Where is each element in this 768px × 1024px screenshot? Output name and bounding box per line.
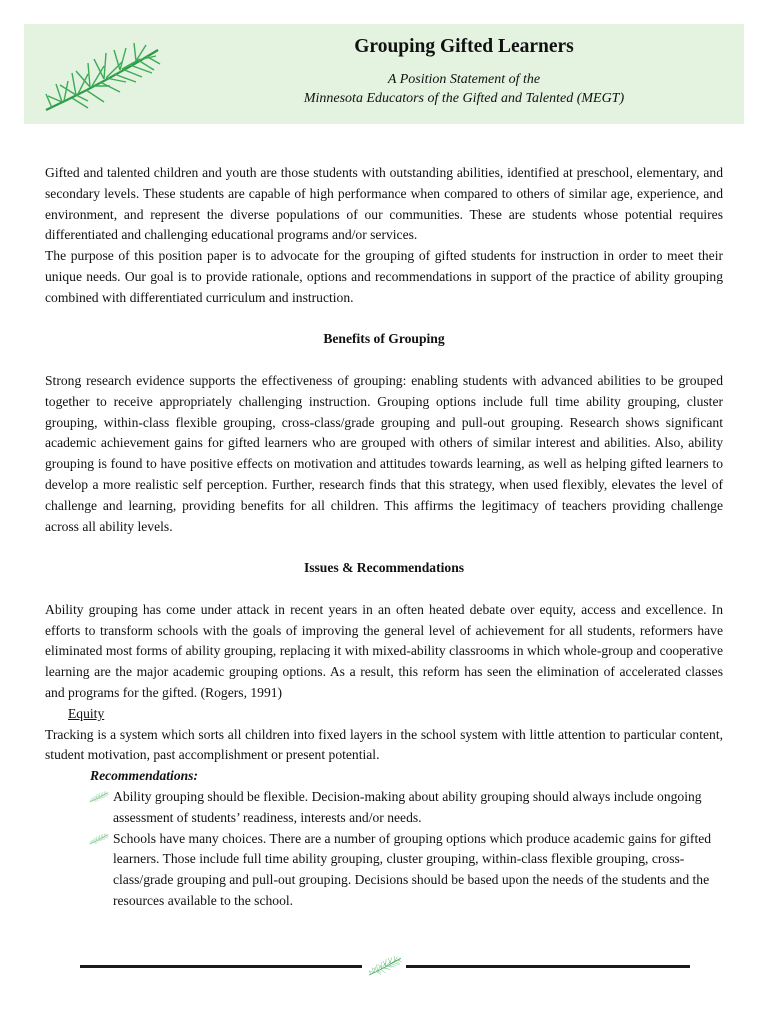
intro-paragraph-2: The purpose of this position paper is to advocate for the grouping of gifted students for instruction in order to meet their unique needs. Our goal is to provide rationale, options and recommendations in support of the practice of ability grouping combined with differentiated curriculum and instruction. — [45, 248, 723, 305]
benefits-paragraph: Strong research evidence supports the effectiveness of grouping: enabling students with advanced abilities to be grouped together to receive appropriately challenging instruction. Grouping options include full time ability grouping, cluster grouping, within-class flexible grouping, cross-class/grade grouping and pull-out grouping. Research shows significant academic achievement gains for gifted learners who are grouped with others of similar interest and abilities. Also, ability grouping is found to have positive effects on motivation and attitudes towards learning, as well as helping gifted learners to develop a more realistic self perception. Further, research finds that this strategy, when used flexibly, elevates the level of challenge and learning, providing benefits for all children. This affirms the legitimacy of teachers providing challenge across all ability levels. — [45, 372, 723, 534]
pine-branch-icon — [368, 955, 402, 977]
document-title: Grouping Gifted Learners — [354, 36, 574, 57]
pine-bullet-icon — [89, 790, 109, 804]
recommendations-list — [45, 787, 723, 912]
document-subtitle-line2: Minnesota Educators of the Gifted and Talented (MEGT) — [303, 91, 625, 106]
pine-bullet-icon — [89, 832, 109, 846]
recommendation-text: Ability grouping should be flexible. Decision-making about ability grouping should always include ongoing assessment of students’ readiness, interests and/or needs. — [113, 788, 702, 825]
intro-paragraph-1: Gifted and talented children and youth are those students with outstanding abilities, identified at preschool, elementary, and secondary levels. These students are capable of high performance when compared to others of similar age, experience, and environment, and represent the diverse populations of our communities. These are students whose potential requires differentiated and challenging educational programs and/or services. — [45, 165, 723, 243]
document-header — [24, 24, 744, 124]
list-item — [45, 787, 723, 829]
equity-label: Equity — [68, 705, 105, 721]
benefits-heading: Benefits of Grouping — [323, 331, 445, 347]
pine-branch-icon — [42, 42, 162, 114]
recommendations-label: Recommendations: — [90, 768, 198, 784]
document-body — [45, 163, 723, 912]
issues-heading: Issues & Recommendations — [303, 560, 465, 576]
document-subtitle-line1: A Position Statement of the — [387, 72, 541, 87]
recommendation-text: Schools have many choices. There are a number of grouping options which produce academic gains for gifted learners. Those include full time ability grouping, cluster grouping, within-class flexible grouping, cross-class/grade grouping and pull-out grouping. Decisions should be based upon the needs of the students and the resources available to the school. — [113, 830, 712, 908]
footer-divider-right — [406, 965, 690, 968]
equity-paragraph: Tracking is a system which sorts all children into fixed layers in the school system with little attention to particular content, student motivation, past accomplishment or present potential. — [45, 726, 723, 763]
list-item — [45, 829, 723, 912]
footer-divider-left — [80, 965, 362, 968]
issues-paragraph: Ability grouping has come under attack in recent years in an often heated debate over equity, access and excellence. In efforts to transform schools with the goals of improving the general level of achievement for all students, reformers have eliminated most forms of ability grouping, replacing it with mixed-ability classrooms in which whole-group and cooperative learning are the major academic grouping options. As a result, this reform has seen the elimination of accelerated classes and programs for the gifted. (Rogers, 1991) — [45, 601, 723, 700]
